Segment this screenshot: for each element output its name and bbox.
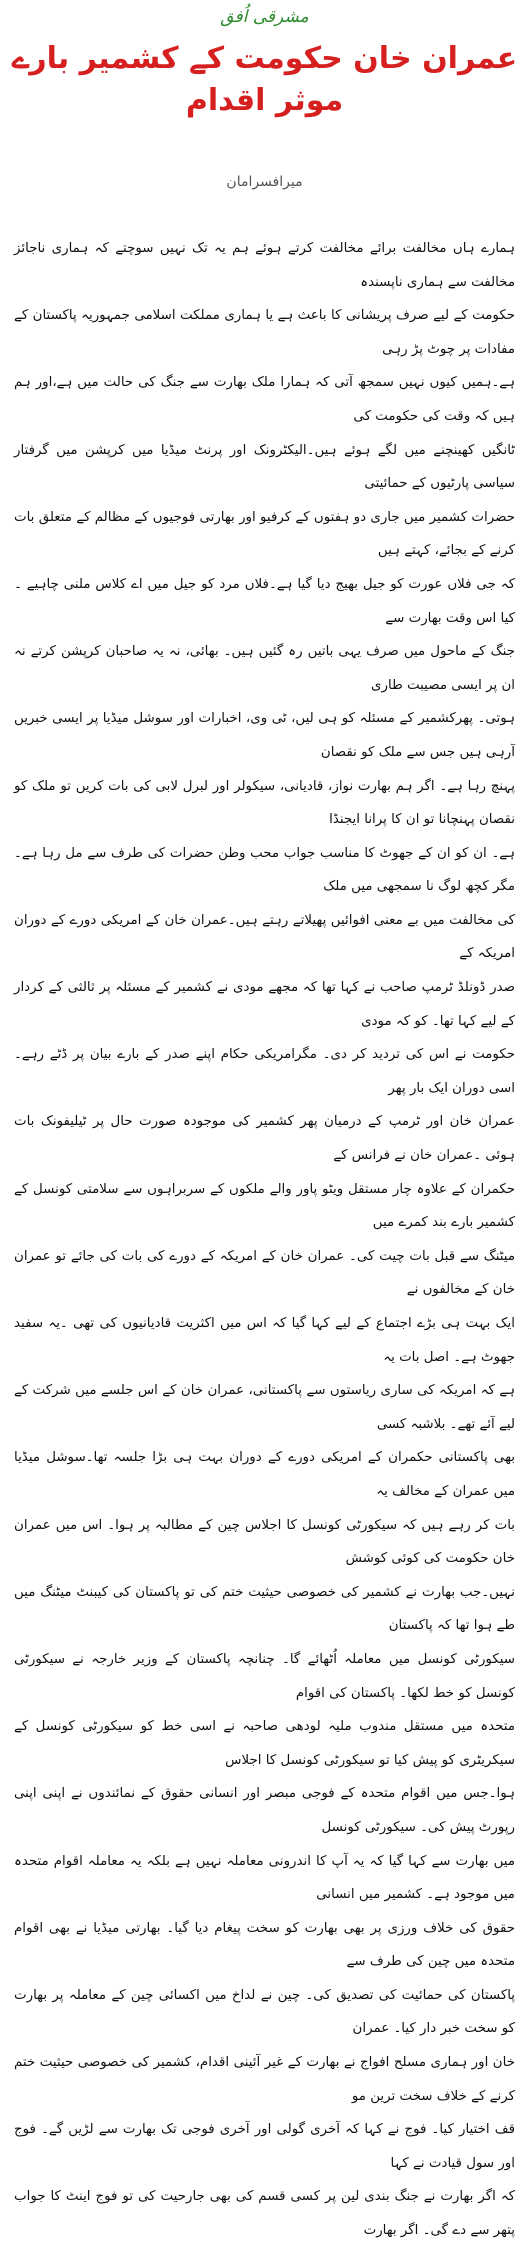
article-line: ہمارے ہاں مخالفت برائے مخالفت کرتے ہوئے ہم یہ تک نہیں سوچتے کہ ہماری ناجائز مخالفت سے ہماری ناپسندہ [14, 241, 515, 290]
article-line: حکومت کے لیے صرف پریشانی کا باعث ہے یا ہماری مملکت اسلامی جمہوریہ پاکستان کے مفادات پر چوٹ پڑ رہی [14, 308, 515, 357]
column-brand: مشرقی اُفق [220, 7, 309, 27]
article-line: متحدہ میں مستقل مندوب ملیہ لودھی صاحبہ نے اسی خط کو سیکورٹی کونسل کے سیکریٹری کو پیش کیا تو سیکورٹی کونسل کا اجلاس [14, 1719, 515, 1768]
article-line: ایک بہت ہی بڑے اجتماع کے لیے کہا گیا کہ اس میں اکثریت قادیانیوں کی تھی ۔یہ سفید جھوٹ ہے۔ اصل بات یہ [14, 1316, 515, 1365]
article-line: حکومت نے اس کی تردید کر دی۔ مگرامریکی حکام اپنے صدر کے بارے بیان پر ڈٹے رہے۔ اسی دوران ایک بار پھر [14, 1047, 515, 1096]
article-line: میں بھارت سے کہا گیا کہ یہ آپ کا اندرونی معاملہ نہیں ہے بلکہ یہ معاملہ اقوام متحدہ میں موجود ہے۔ کشمیر میں انسانی [14, 1853, 515, 1903]
article-line: صدر ڈونلڈ ٹرمپ صاحب نے کہا تھا کہ مجھے مودی نے کشمیر کے مسئلہ پر ثالثی کے کردار کے لیے کہا تھا۔ کو کہ مودی [14, 980, 515, 1029]
article-line: حقوق کی خلاف ورزی پر بھی بھارت کو سخت پیغام دیا گیا۔ بھارتی میڈیا نے بھی اقوام متحدہ میں چین کی طرف سے [14, 1920, 515, 1970]
article-body [14, 232, 515, 2248]
article-line: ٹانگیں کھینچنے میں لگے ہوئے ہیں۔الیکٹرونک اور پرنٹ میڈیا میں کرپشن میں گرفتار سیاسی پارٹیوں کے حمائیتی [14, 442, 515, 492]
article-line: ہے۔ ان کو ان کے جھوٹ کا مناسب جواب محب وطن حضرات کی طرف سے مل رہا ہے۔ مگر کچھ لوگ نا سمجھی میں ملک [14, 845, 515, 895]
article-line: ہے۔ہمیں کیوں نہیں سمجھ آتی کہ ہمارا ملک بھارت سے جنگ کی حالت میں ہے،اور ہم ہیں کہ وقت کی حکومت کی [14, 375, 515, 424]
article-line: عمران خان اور ٹرمپ کے درمیان پھر کشمیر کی موجودہ صورت حال پر ٹیلیفونک بات ہوئی ۔عمران خان نے فرانس کے [14, 1114, 515, 1164]
article-line: حضرات کشمیر میں جاری دو ہفتوں کے کرفیو اور بھارتی فوجیوں کے مظالم کے متعلق بات کرنے کے بجائے، کہتے ہیں [14, 509, 515, 559]
article-line: ہوا۔جس میں اقوام متحدہ کے فوجی مبصر اور انسانی حقوق کے نمائندوں نے اپنی اپنی رپورٹ پیش کی۔ سیکورٹی کونسل [14, 1786, 515, 1835]
article-title: عمران خان حکومت کے کشمیر بارے موثر اقدام [11, 41, 518, 118]
article-line: ہے کہ امریکہ کی ساری ریاستوں سے پاکستانی، عمران خان کے اس جلسے میں شرکت کے لیے آئے تھے۔ بلاشبہ کسی [14, 1383, 515, 1432]
article-header [0, 0, 529, 122]
article-line: کی مخالفت میں بے معنی افوائیں پھیلاتے رہتے ہیں۔عمران خان کے امریکی دورے کے دوران امریکہ کے [14, 912, 515, 962]
article-line: میٹنگ سے قبل بات چیت کی۔ عمران خان کے امریکہ کے دورے کی بات کی جائے تو عمران خان کے مخالفوں نے [14, 1248, 515, 1298]
author-name: میرافسرامان [226, 174, 303, 190]
article-line: پہنچ رہا ہے۔ اگر ہم بھارت نواز، قادیانی، سیکولر اور لبرل لابی کی بات کریں تو ملک کو نقصان پہنچانا تو ان کا پرانا ایجنڈا [14, 778, 515, 828]
article-line: سیکورٹی کونسل میں معاملہ اُٹھائے گا۔ چنانچہ پاکستان کے وزیر خارجہ نے سیکورٹی کونسل کو خط لکھا۔ پاکستان کی اقوام [14, 1651, 515, 1701]
article-line: حکمران کے علاوہ چار مستقل ویٹو پاور والے ملکوں کے سربراہوں سے سلامتی کونسل کے کشمیر بارے بند کمرے میں [14, 1181, 515, 1231]
article-line: کہ جی فلاں عورت کو جیل بھیج دیا گیا ہے۔فلاں مرد کو جیل میں اے کلاس ملنی چاہیے ۔کیا اس وقت بھارت سے [14, 576, 515, 626]
article-line: بات کر رہے ہیں کہ سیکورٹی کونسل کا اجلاس چین کے مطالبہ پر ہوا۔ اس میں عمران خان حکومت کی کوئی کوشش [14, 1517, 515, 1567]
article-line: بھی پاکستانی حکمران کے امریکی دورے کے دوران بہت ہی بڑا جلسہ تھا۔سوشل میڈیا میں عمران کے مخالف یہ [14, 1450, 515, 1499]
article-line: پاکستان کی حمائیت کی تصدیق کی۔ چین نے لداخ میں اکسائی چین کے معاملہ پر بھارت کو سخت خبر دار کیا۔ عمران [14, 1987, 515, 2037]
article-line: کہ اگر بھارت نے جنگ بندی لین پر کسی قسم کی بھی جارحیت کی تو فوج اینٹ کا جواب پتھر سے دے گی۔ اگر بھارت [14, 2189, 515, 2239]
article-line: ہوتی۔ پھرکشمیر کے مسئلہ کو ہی لیں، ٹی وی، اخبارات اور سوشل میڈیا پر ایسی خبریں آرہی ہیں جس سے ملک کو نقصان [14, 711, 515, 760]
article-line: خان اور ہماری مسلح افواج نے بھارت کے غیر آئینی اقدام، کشمیر کی خصوصی حیثیت ختم کرنے کے خلاف سخت ترین مو [14, 2055, 515, 2104]
article-line: قف اختیار کیا۔ فوج نے کہا کہ آخری گولی اور آخری فوجی تک بھارت سے لڑیں گے۔ فوج اور سول قیادت نے کہا [14, 2122, 515, 2171]
article-line: جنگ کے ماحول میں صرف یہی باتیں رہ گئیں ہیں۔ بھائی، نہ یہ صاحبان کرپشن کرتے نہ ان پر ایسی مصیبت طاری [14, 644, 515, 693]
article-line: نہیں۔جب بھارت نے کشمیر کی خصوصی حیثیت ختم کی تو پاکستان کی کیبنٹ میٹنگ میں طے ہوا تھا کہ پاکستان [14, 1584, 515, 1634]
